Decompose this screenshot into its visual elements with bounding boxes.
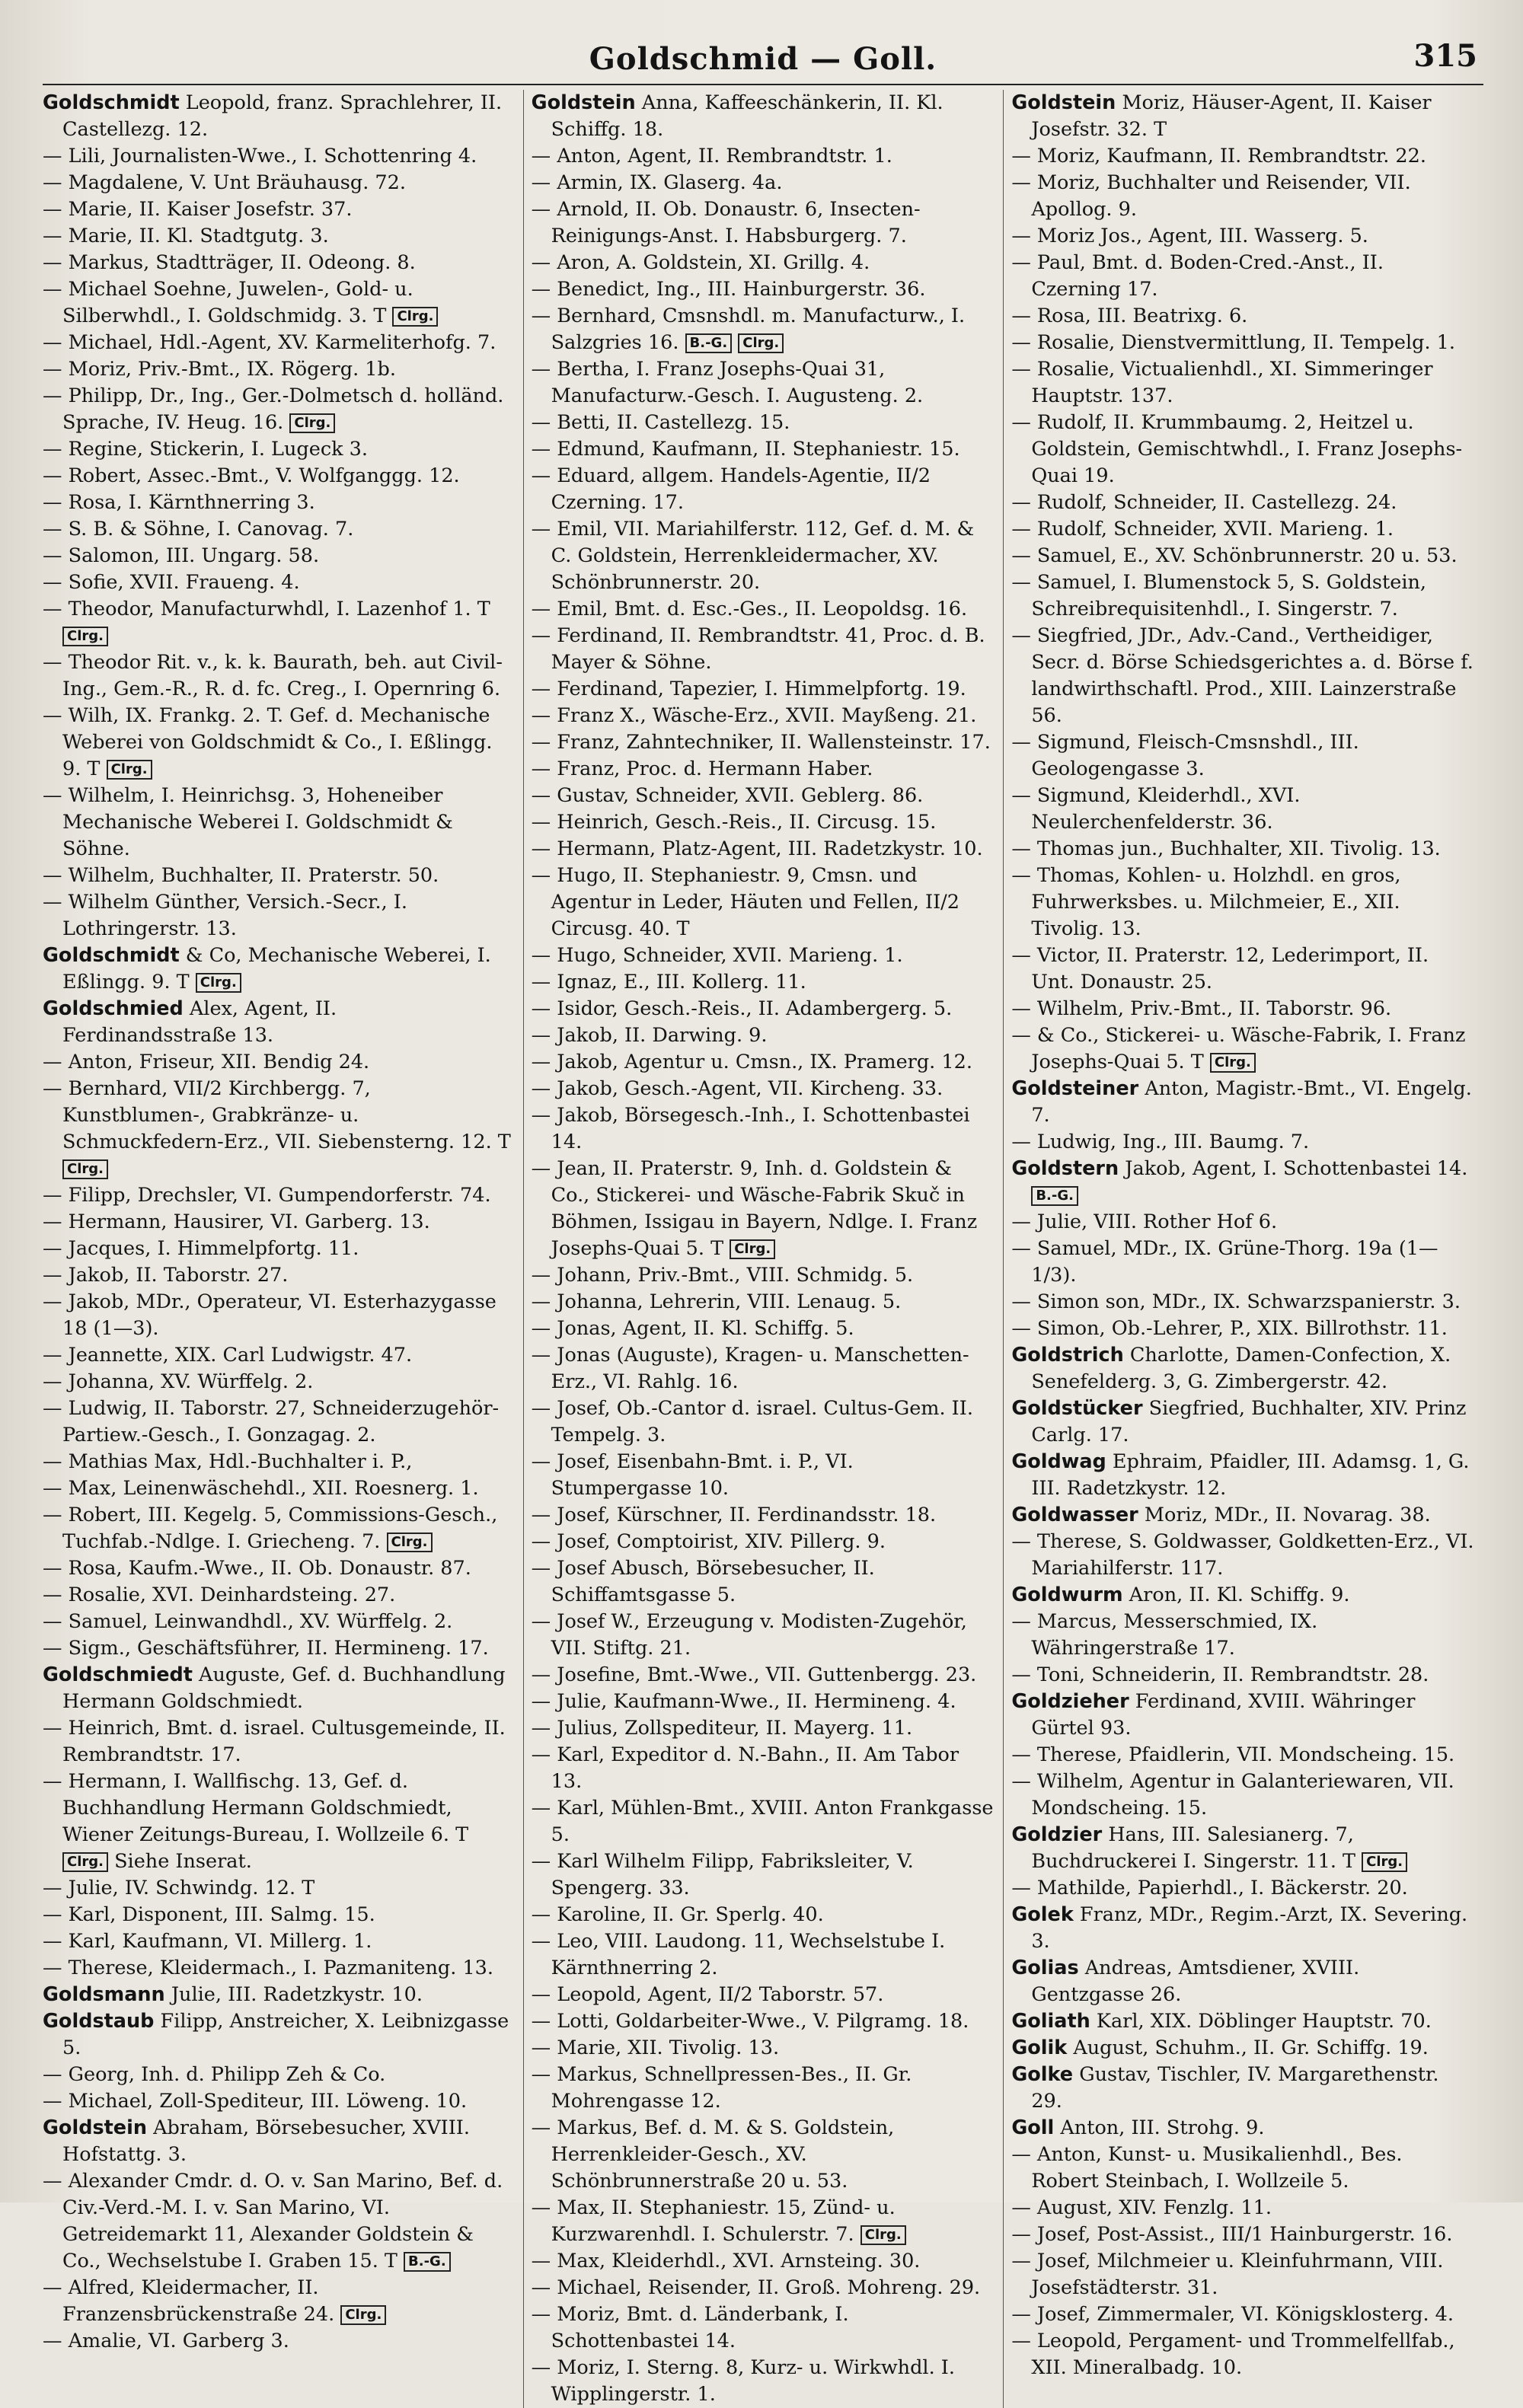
directory-entry: Golek Franz, MDr., Regim.-Arzt, IX. Severing. 3. — [1011, 1903, 1468, 1953]
directory-entry: Goldschmiedt Auguste, Gef. d. Buchhandlung Hermann Goldschmiedt. — [43, 1663, 506, 1713]
directory-entry: Goll Anton, III. Strohg. 9. — [1011, 2116, 1265, 2139]
directory-entry: Goldwag Ephraim, Pfaidler, III. Adamsg. 1, G. III. Radetzkystr. 12. — [1011, 1450, 1470, 1500]
stamp-badge: Clrg. — [196, 973, 241, 993]
directory-entry: — Rudolf, Schneider, II. Castellezg. 24. — [1011, 491, 1397, 514]
directory-entry: — Markus, Stadtträger, II. Odeong. 8. — [43, 251, 416, 274]
directory-entry: — Bernhard, VII/2 Kirchbergg. 7, Kunstblumen-, Grabkränze- u. Schmuckfedern-Erz., VII. Siebensterng. 12. T Clrg. — [43, 1076, 516, 1182]
directory-entry: — Moriz, Bmt. d. Länderbank, I. Schottenbastei 14. — [531, 2303, 849, 2352]
directory-entry: — Karl, Kaufmann, VI. Millerg. 1. — [43, 1930, 372, 1953]
directory-entry: — Emil, Bmt. d. Esc.-Ges., II. Leopoldsg. 16. — [531, 598, 968, 620]
directory-entry: — Jeannette, XIX. Carl Ludwigstr. 47. — [43, 1344, 413, 1367]
directory-entry: — Samuel, I. Blumenstock 5, S. Goldstein, Schreibrequisitenhdl., I. Singerstr. 7. — [1011, 571, 1427, 620]
directory-entry: — Markus, Bef. d. M. & S. Goldstein, Herrenkleider-Gesch., XV. Schönbrunnerstraße 20 u. 53. — [531, 2116, 895, 2193]
directory-entry: — Paul, Bmt. d. Boden-Cred.-Anst., II. Czerning 17. — [1011, 251, 1384, 301]
directory-entry: — Victor, II. Praterstr. 12, Lederimport, II. Unt. Donaustr. 25. — [1011, 944, 1429, 993]
directory-entry: — Julius, Zollspediteur, II. Mayerg. 11. — [531, 1717, 913, 1740]
stamp-badge: Clrg. — [62, 1159, 108, 1179]
directory-entry: Goldstern Jakob, Agent, I. Schottenbastei 14. B.-G. — [1011, 1156, 1476, 1209]
directory-entry: — Josefine, Bmt.-Wwe., VII. Guttenbergg. 23. — [531, 1663, 977, 1686]
directory-entry: — Marie, II. Kaiser Josefstr. 37. — [43, 198, 353, 221]
directory-entry: — Samuel, E., XV. Schönbrunnerstr. 20 u. 53. — [1011, 544, 1458, 567]
directory-entry: — Ludwig, Ing., III. Baumg. 7. — [1011, 1131, 1310, 1153]
directory-entry: — Josef, Comptoirist, XIV. Pillerg. 9. — [531, 1530, 886, 1553]
directory-entry: — Siegfried, JDr., Adv.-Cand., Vertheidiger, Secr. d. Börse Schiedsgerichtes a. d. Börse f. landwirthschaftl. Prod., XIII. Lainzerstraße 56. — [1011, 624, 1474, 727]
directory-entry: Golke Gustav, Tischler, IV. Margarethenstr. 29. — [1011, 2063, 1439, 2113]
directory-entry: — Karoline, II. Gr. Sperlg. 40. — [531, 1903, 824, 1926]
directory-entry: — Jakob, MDr., Operateur, VI. Esterhazygasse 18 (1—3). — [43, 1290, 496, 1340]
directory-entry: — Magdalene, V. Unt Bräuhausg. 72. — [43, 171, 406, 194]
directory-entry: — Hermann, I. Wallfischg. 13, Gef. d. Buchhandlung Hermann Goldschmiedt, Wiener Zeitungs-Bureau, I. Wollzeile 6. T Clrg. Siehe Inserat. — [43, 1770, 469, 1873]
directory-entry: — Josef W., Erzeugung v. Modisten-Zugehör, VII. Stiftg. 21. — [531, 1610, 967, 1660]
directory-entry: — Anton, Agent, II. Rembrandtstr. 1. — [531, 145, 892, 167]
directory-entry: Goldstrich Charlotte, Damen-Confection, X. Senefelderg. 3, G. Zimbergerstr. 42. — [1011, 1344, 1451, 1393]
running-title: Goldschmid — Goll. — [589, 41, 937, 77]
directory-entry: — Rosalie, XVI. Deinhardsteing. 27. — [43, 1584, 396, 1606]
directory-entry: — Armin, IX. Glaserg. 4a. — [531, 171, 783, 194]
stamp-badge: Clrg. — [738, 333, 784, 353]
directory-entry: — Max, Kleiderhdl., XVI. Arnsteing. 30. — [531, 2250, 921, 2272]
directory-entry: — Hermann, Platz-Agent, III. Radetzkystr. 10. — [531, 837, 983, 860]
directory-entry: Goldstein Abraham, Börsebesucher, XVIII. Hofstattg. 3. — [43, 2116, 470, 2166]
directory-entry: — Moriz, Buchhalter und Reisender, VII. Apollog. 9. — [1011, 171, 1411, 221]
column-middle — [523, 90, 1004, 2408]
directory-entry: Goldwurm Aron, II. Kl. Schiffg. 9. — [1011, 1584, 1350, 1606]
directory-entry: — Hugo, II. Stephaniestr. 9, Cmsn. und Agentur in Leder, Häuten und Fellen, II/2 Circusg. 40. T — [531, 864, 959, 940]
directory-entry: — Moriz, Kaufmann, II. Rembrandtstr. 22. — [1011, 145, 1426, 167]
directory-entry: — Moriz, Priv.-Bmt., IX. Rögerg. 1b. — [43, 358, 396, 381]
directory-entry: — Wilh, IX. Frankg. 2. T. Gef. d. Mechanische Weberei von Goldschmidt & Co., I. Eßlingg. 9. T Clrg. — [43, 704, 493, 780]
directory-entry: — Marie, II. Kl. Stadtgutg. 3. — [43, 225, 329, 247]
directory-entry: — Salomon, III. Ungarg. 58. — [43, 544, 320, 567]
directory-entry: — Ferdinand, II. Rembrandtstr. 41, Proc. d. B. Mayer & Söhne. — [531, 624, 985, 674]
directory-entry: — Hugo, Schneider, XVII. Marieng. 1. — [531, 944, 903, 967]
directory-entry: — Leopold, Pergament- und Trommelfellfab., XII. Mineralbadg. 10. — [1011, 2330, 1455, 2379]
directory-entry: — Simon son, MDr., IX. Schwarzspanierstr. 3. — [1011, 1290, 1461, 1313]
directory-entry: — Samuel, Leinwandhdl., XV. Würffelg. 2. — [43, 1610, 453, 1633]
directory-entry: — Johanna, XV. Würffelg. 2. — [43, 1370, 314, 1393]
directory-entry: — Johanna, Lehrerin, VIII. Lenaug. 5. — [531, 1290, 902, 1313]
directory-entry: — Arnold, II. Ob. Donaustr. 6, Insecten-Reinigungs-Anst. I. Habsburgerg. 7. — [531, 198, 921, 247]
directory-entry: — Franz, Zahntechniker, II. Wallensteinstr. 17. — [531, 731, 991, 754]
directory-entry: — Robert, Assec.-Bmt., V. Wolfganggg. 12. — [43, 464, 460, 487]
directory-entry: — Samuel, MDr., IX. Grüne-Thorg. 19a (1—1/3). — [1011, 1237, 1438, 1287]
directory-entry: — Rosalie, Victualienhdl., XI. Simmeringer Hauptstr. 137. — [1011, 358, 1433, 407]
directory-entry: — Michael, Zoll-Spediteur, III. Löweng. 10. — [43, 2090, 468, 2113]
directory-entry: Goldzieher Ferdinand, XVIII. Währinger Gürtel 93. — [1011, 1690, 1416, 1740]
directory-entry: — Josef, Eisenbahn-Bmt. i. P., VI. Stumpergasse 10. — [531, 1450, 854, 1500]
directory-entry: — Therese, S. Goldwasser, Goldketten-Erz., VI. Mariahilferstr. 117. — [1011, 1530, 1474, 1580]
directory-entry: — Leo, VIII. Laudong. 11, Wechselstube I. Kärnthnerring 2. — [531, 1930, 946, 1979]
directory-entry: — Rudolf, II. Krummbaumg. 2, Heitzel u. Goldstein, Gemischtwhdl., I. Franz Josephs-Quai 19. — [1011, 411, 1463, 487]
directory-entry: Goldschmidt Leopold, franz. Sprachlehrer, II. Castellezg. 12. — [43, 91, 503, 141]
directory-entry: — Johann, Priv.-Bmt., VIII. Schmidg. 5. — [531, 1264, 914, 1287]
directory-entry: Goldstaub Filipp, Anstreicher, X. Leibnizgasse 5. — [43, 2010, 509, 2059]
directory-entry: — Moriz Jos., Agent, III. Wasserg. 5. — [1011, 225, 1368, 247]
stamp-badge: Clrg. — [860, 2225, 906, 2245]
stamp-badge: Clrg. — [107, 760, 152, 780]
directory-entry: — Isidor, Gesch.-Reis., II. Adambergerg. 5. — [531, 997, 953, 1020]
directory-entry: — Alexander Cmdr. d. O. v. San Marino, Bef. d. Civ.-Verd.-M. I. v. San Marino, VI. Getreidemarkt 11, Alexander Goldstein & Co., Wechselstube I. Graben 15. T B.-G. — [43, 2170, 503, 2272]
directory-entry: Golik August, Schuhm., II. Gr. Schiffg. 19. — [1011, 2036, 1429, 2059]
directory-entry: — Therese, Pfaidlerin, VII. Mondscheing. 15. — [1011, 1743, 1455, 1766]
page-header — [43, 35, 1483, 85]
stamp-badge: Clrg. — [62, 1852, 108, 1872]
directory-entry: — Wilhelm Günther, Versich.-Secr., I. Lothringerstr. 13. — [43, 891, 407, 940]
directory-entry: — Edmund, Kaufmann, II. Stephaniestr. 15. — [531, 438, 960, 461]
directory-entry: Goldsmann Julie, III. Radetzkystr. 10. — [43, 1983, 423, 2006]
directory-entry: — Philipp, Dr., Ing., Ger.-Dolmetsch d. holländ. Sprache, IV. Heug. 16. Clrg. — [43, 384, 504, 434]
directory-entry: — Mathias Max, Hdl.-Buchhalter i. P., — [43, 1450, 413, 1473]
directory-entry: — Markus, Schnellpressen-Bes., II. Gr. Mohrengasse 12. — [531, 2063, 912, 2113]
directory-entry: — Aron, A. Goldstein, XI. Grillg. 4. — [531, 251, 870, 274]
directory-entry: — Benedict, Ing., III. Hainburgerstr. 36. — [531, 278, 926, 301]
directory-entry: Goldstein Anna, Kaffeeschänkerin, II. Kl. Schiffg. 18. — [531, 91, 943, 141]
directory-entry: — Theodor, Manufacturwhdl, I. Lazenhof 1. T Clrg. — [43, 596, 516, 649]
directory-entry: — Betti, II. Castellezg. 15. — [531, 411, 790, 434]
stamp-badge: Clrg. — [387, 1533, 433, 1552]
directory-entry: — Anton, Kunst- u. Musikalienhdl., Bes. Robert Steinbach, I. Wollzeile 5. — [1011, 2143, 1403, 2193]
directory-entry: — Gustav, Schneider, XVII. Geblerg. 86. — [531, 784, 924, 807]
directory-entry: — S. B. & Söhne, I. Canovag. 7. — [43, 518, 354, 541]
directory-entry: — Marie, XII. Tivolig. 13. — [531, 2036, 780, 2059]
directory-entry: — Michael, Reisender, II. Groß. Mohreng. 29. — [531, 2276, 981, 2299]
directory-entry: — Georg, Inh. d. Philipp Zeh & Co. — [43, 2063, 386, 2086]
directory-entry: — Jonas (Auguste), Kragen- u. Manschetten-Erz., VI. Rahlg. 16. — [531, 1344, 969, 1393]
directory-entry: — Marcus, Messerschmied, IX. Währingerstraße 17. — [1011, 1610, 1318, 1660]
directory-entry: — Filipp, Drechsler, VI. Gumpendorferstr. 74. — [43, 1184, 491, 1207]
directory-entry: Goldzier Hans, III. Salesianerg. 7, Buchdruckerei I. Singerstr. 11. T Clrg. — [1011, 1822, 1476, 1875]
column-left — [43, 90, 523, 2408]
directory-entry: — Michael Soehne, Juwelen-, Gold- u. Silberwhdl., I. Goldschmidg. 3. T Clrg. — [43, 276, 516, 330]
directory-entry: — Therese, Kleidermach., I. Pazmaniteng. 13. — [43, 1957, 494, 1979]
directory-entry: — Emil, VII. Mariahilferstr. 112, Gef. d. M. & C. Goldstein, Herrenkleidermacher, XV. Schönbrunnerstr. 20. — [531, 518, 975, 594]
directory-entry: — Lotti, Goldarbeiter-Wwe., V. Pilgramg. 18. — [531, 2010, 969, 2033]
directory-entry: — Theodor Rit. v., k. k. Baurath, beh. aut Civil-Ing., Gem.-R., R. d. fc. Creg., I. Opernring 6. — [43, 651, 503, 700]
directory-entry: — Wilhelm, Priv.-Bmt., II. Taborstr. 96. — [1011, 997, 1392, 1020]
directory-entry: — Leopold, Agent, II/2 Taborstr. 57. — [531, 1983, 884, 2006]
directory-entry: — Wilhelm, Buchhalter, II. Praterstr. 50. — [43, 864, 439, 887]
directory-entry: — Ignaz, E., III. Kollerg. 11. — [531, 971, 806, 993]
directory-entry: — Ferdinand, Tapezier, I. Himmelpfortg. 19. — [531, 678, 966, 700]
directory-entry: — Anton, Friseur, XII. Bendig 24. — [43, 1051, 370, 1073]
directory-entry: Goliath Karl, XIX. Döblinger Hauptstr. 70. — [1011, 2010, 1432, 2033]
directory-entry: — Thomas, Kohlen- u. Holzhdl. en gros, Fuhrwerksbes. u. Milchmeier, E., XII. Tivolig. 13. — [1011, 864, 1401, 940]
directory-entry: — Bertha, I. Franz Josephs-Quai 31, Manufacturw.-Gesch. I. Augusteng. 2. — [531, 358, 924, 407]
directory-entry: — Max, II. Stephaniestr. 15, Zünd- u. Kurzwarenhdl. I. Schulerstr. 7. Clrg. — [532, 2195, 996, 2248]
directory-entry: — Josef, Ob.-Cantor d. israel. Cultus-Gem. II. Tempelg. 3. — [531, 1397, 973, 1446]
stamp-badge: Clrg. — [340, 2305, 386, 2325]
stamp-badge: Clrg. — [1210, 1053, 1256, 1073]
page-number: 315 — [1413, 38, 1477, 74]
directory-entry: Golias Andreas, Amtsdiener, XVIII. Gentzgasse 26. — [1011, 1957, 1360, 2006]
directory-entry: Goldschmidt & Co, Mechanische Weberei, I. Eßlingg. 9. T Clrg. — [43, 944, 491, 993]
directory-entry: — Ludwig, II. Taborstr. 27, Schneiderzugehör-Partiew.-Gesch., I. Gonzagag. 2. — [43, 1397, 500, 1446]
directory-entry: — Karl, Disponent, III. Salmg. 15. — [43, 1903, 375, 1926]
directory-entry: — Franz, Proc. d. Hermann Haber. — [531, 757, 873, 780]
directory-columns — [43, 90, 1483, 2406]
directory-entry: — Regine, Stickerin, I. Lugeck 3. — [43, 438, 369, 461]
directory-entry: — Jakob, II. Darwing. 9. — [531, 1024, 768, 1047]
directory-entry: Goldwasser Moriz, MDr., II. Novarag. 38. — [1011, 1504, 1431, 1526]
directory-entry: — Robert, III. Kegelg. 5, Commissions-Gesch., Tuchfab.-Ndlge. I. Griecheng. 7. Clrg. — [43, 1504, 498, 1553]
column-right — [1003, 90, 1483, 2408]
directory-entry: — Rosalie, Dienstvermittlung, II. Tempelg. 1. — [1011, 331, 1455, 354]
directory-entry: Goldstücker Siegfried, Buchhalter, XIV. Prinz Carlg. 17. — [1011, 1397, 1467, 1446]
directory-entry: — Eduard, allgem. Handels-Agentie, II/2 Czerning. 17. — [531, 464, 931, 514]
directory-entry: — Julie, VIII. Rother Hof 6. — [1011, 1210, 1278, 1233]
directory-entry: — Jakob, Agentur u. Cmsn., IX. Pramerg. 12. — [531, 1051, 972, 1073]
directory-entry: — Rosa, I. Kärnthnerring 3. — [43, 491, 315, 514]
directory-entry: — Sigm., Geschäftsführer, II. Hermineng. 17. — [43, 1637, 489, 1660]
directory-entry: — Josef, Zimmermaler, VI. Königsklosterg. 4. — [1011, 2303, 1454, 2326]
directory-entry: Goldstein Moriz, Häuser-Agent, II. Kaiser Josefstr. 32. T — [1011, 91, 1432, 141]
stamp-badge: B.-G. — [1031, 1186, 1078, 1206]
directory-entry: — Karl Wilhelm Filipp, Fabriksleiter, V. Spengerg. 33. — [531, 1850, 914, 1899]
directory-entry: — Rosa, III. Beatrixg. 6. — [1011, 305, 1248, 327]
directory-entry: — August, XIV. Fenzlg. 11. — [1011, 2196, 1272, 2219]
directory-entry: — Josef, Kürschner, II. Ferdinandsstr. 18. — [531, 1504, 937, 1526]
directory-entry: — Heinrich, Gesch.-Reis., II. Circusg. 15. — [531, 811, 937, 834]
directory-entry: — Josef, Post-Assist., III/1 Hainburgerstr. 16. — [1011, 2223, 1453, 2246]
directory-entry: — Mathilde, Papierhdl., I. Bäckerstr. 20. — [1011, 1877, 1408, 1899]
directory-entry: — Karl, Mühlen-Bmt., XVIII. Anton Frankgasse 5. — [531, 1797, 994, 1846]
directory-entry: — Sigmund, Fleisch-Cmsnshdl., III. Geologengasse 3. — [1011, 731, 1359, 780]
directory-entry: — Franz X., Wäsche-Erz., XVII. Mayßeng. 21. — [531, 704, 977, 727]
directory-entry: — Amalie, VI. Garberg 3. — [43, 2330, 289, 2352]
directory-entry: — Toni, Schneiderin, II. Rembrandtstr. 28. — [1011, 1663, 1429, 1686]
directory-entry: — Lili, Journalisten-Wwe., I. Schottenring 4. — [43, 145, 477, 167]
stamp-badge: Clrg. — [392, 307, 438, 327]
directory-entry: — Hermann, Hausirer, VI. Garberg. 13. — [43, 1210, 430, 1233]
directory-entry: — Jean, II. Praterstr. 9, Inh. d. Goldstein & Co., Stickerei- und Wäsche-Fabrik Skuč in Böhmen, Issigau in Bayern, Ndlge. I. Franz Josephs-Quai 5. T Clrg. — [531, 1157, 978, 1260]
directory-entry: — Thomas jun., Buchhalter, XII. Tivolig. 13. — [1011, 837, 1441, 860]
stamp-badge: Clrg. — [62, 627, 108, 646]
directory-entry: — Julie, IV. Schwindg. 12. T — [43, 1877, 315, 1899]
directory-entry: — Wilhelm, I. Heinrichsg. 3, Hoheneiber Mechanische Weberei I. Goldschmidt & Söhne. — [43, 784, 453, 860]
directory-entry: Goldsteiner Anton, Magistr.-Bmt., VI. Engelg. 7. — [1011, 1077, 1472, 1127]
directory-entry: — Sofie, XVII. Fraueng. 4. — [43, 571, 300, 594]
stamp-badge: Clrg. — [289, 413, 335, 433]
directory-entry: — Rosa, Kaufm.-Wwe., II. Ob. Donaustr. 87. — [43, 1557, 471, 1580]
directory-entry: — Jonas, Agent, II. Kl. Schiffg. 5. — [531, 1317, 854, 1340]
stamp-badge: B.-G. — [404, 2252, 451, 2272]
directory-entry: — Alfred, Kleidermacher, II. Franzensbrückenstraße 24. Clrg. — [43, 2275, 516, 2328]
directory-entry: — Rudolf, Schneider, XVII. Marieng. 1. — [1011, 518, 1394, 541]
directory-entry: — Sigmund, Kleiderhdl., XVI. Neulerchenfelderstr. 36. — [1011, 784, 1301, 834]
directory-entry: — Simon, Ob.-Lehrer, P., XIX. Billrothstr. 11. — [1011, 1317, 1448, 1340]
directory-entry: Goldschmied Alex, Agent, II. Ferdinandsstraße 13. — [43, 997, 337, 1047]
directory-entry: — Jakob, II. Taborstr. 27. — [43, 1264, 289, 1287]
directory-entry: — Jacques, I. Himmelpfortg. 11. — [43, 1237, 359, 1260]
directory-entry: — Heinrich, Bmt. d. israel. Cultusgemeinde, II. Rembrandtstr. 17. — [43, 1717, 506, 1766]
directory-entry: — Wilhelm, Agentur in Galanteriewaren, VII. Mondscheing. 15. — [1011, 1770, 1454, 1820]
directory-entry: — Jakob, Börsegesch.-Inh., I. Schottenbastei 14. — [531, 1104, 970, 1153]
directory-entry: — Julie, Kaufmann-Wwe., II. Hermineng. 4. — [531, 1690, 956, 1713]
directory-entry: — & Co., Stickerei- u. Wäsche-Fabrik, I. Franz Josephs-Quai 5. T Clrg. — [1011, 1024, 1466, 1073]
stamp-badge: Clrg. — [1362, 1852, 1407, 1872]
directory-entry: — Bernhard, Cmsnshdl. m. Manufacturw., I. Salzgries 16. B.-G. Clrg. — [531, 305, 966, 354]
directory-entry: — Karl, Expeditor d. N.-Bahn., II. Am Tabor 13. — [531, 1743, 959, 1793]
stamp-badge: B.-G. — [685, 333, 733, 353]
directory-entry: — Moriz, I. Sterng. 8, Kurz- u. Wirkwhdl. I. Wipplingerstr. 1. — [531, 2356, 955, 2406]
directory-entry: — Max, Leinenwäschehdl., XII. Roesnerg. 1. — [43, 1477, 479, 1500]
directory-entry: — Josef Abusch, Börsebesucher, II. Schiffamtsgasse 5. — [531, 1557, 875, 1606]
stamp-badge: Clrg. — [730, 1239, 775, 1259]
directory-entry: — Michael, Hdl.-Agent, XV. Karmeliterhofg. 7. — [43, 331, 496, 354]
directory-entry: — Jakob, Gesch.-Agent, VII. Kircheng. 33. — [531, 1077, 943, 1100]
directory-entry: — Josef, Milchmeier u. Kleinfuhrmann, VIII. Josefstädterstr. 31. — [1011, 2250, 1444, 2299]
